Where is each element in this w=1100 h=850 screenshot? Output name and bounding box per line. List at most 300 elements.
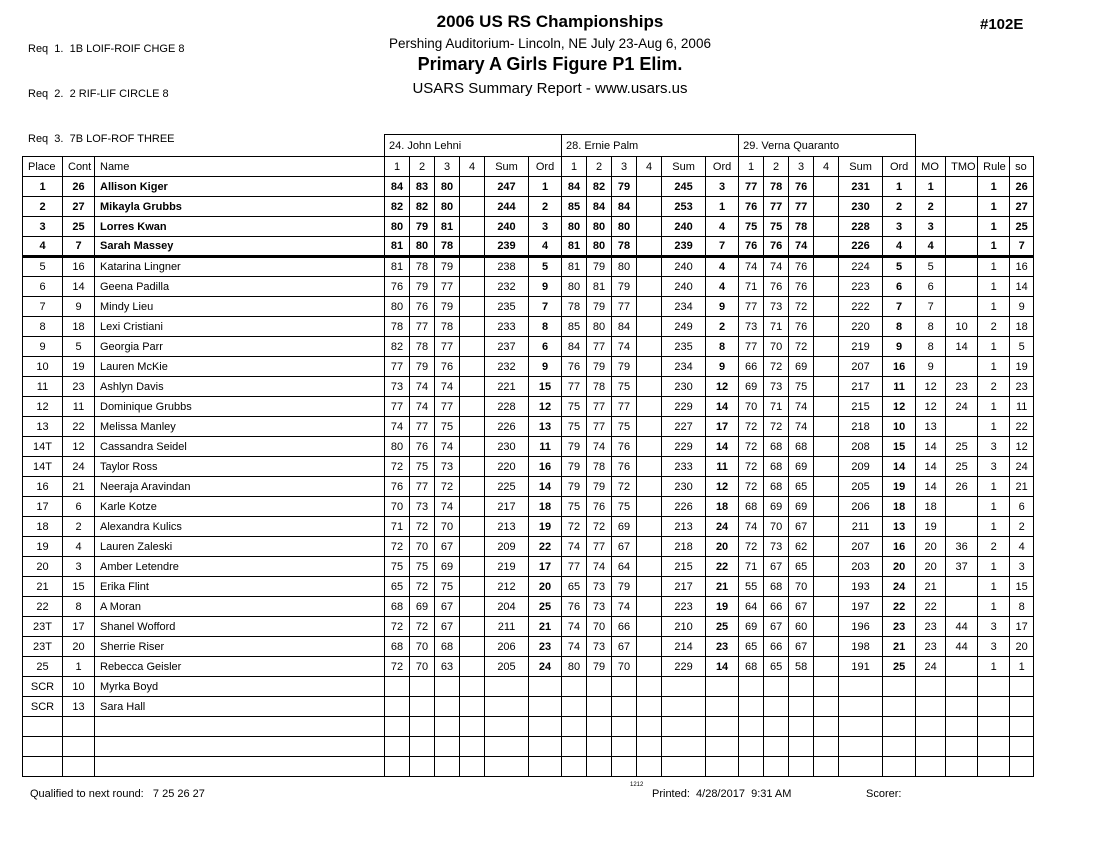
spacer-cell: [23, 135, 385, 157]
judge1-score-4: [460, 537, 485, 557]
so-cell: 1: [1010, 657, 1034, 677]
judge3-sum: 220: [839, 317, 883, 337]
judge1-score-2: [410, 757, 435, 777]
place-cell: 4: [23, 237, 63, 257]
judge1-sum: 212: [485, 577, 529, 597]
judge2-score-4: [637, 217, 662, 237]
so-cell: 26: [1010, 177, 1034, 197]
judge-3-name: 29. Verna Quaranto: [739, 135, 916, 157]
name-cell: Myrka Boyd: [95, 677, 385, 697]
judge2-score-4: [637, 457, 662, 477]
tmo-cell: [946, 677, 978, 697]
cont-cell: 23: [63, 377, 95, 397]
event-title: Primary A Girls Figure P1 Elim.: [417, 54, 683, 74]
judge2-score-1: [562, 757, 587, 777]
name-cell: Lauren Zaleski: [95, 537, 385, 557]
cont-cell: 9: [63, 297, 95, 317]
place-cell: 22: [23, 597, 63, 617]
tmo-cell: [946, 277, 978, 297]
rule-cell: 1: [978, 557, 1010, 577]
judge2-ord: 22: [706, 557, 739, 577]
table-row: [23, 297, 1034, 317]
judge2-score-1: 80: [562, 217, 587, 237]
judge1-score-2: 75: [410, 457, 435, 477]
judge1-score-3: 77: [435, 277, 460, 297]
judge3-ord: [883, 757, 916, 777]
judge3-ord: 10: [883, 417, 916, 437]
judge3-score-2: 73: [764, 377, 789, 397]
judge3-score-3: 77: [789, 197, 814, 217]
rule-cell: 2: [978, 317, 1010, 337]
judge3-score-1: 55: [739, 577, 764, 597]
judge3-score-4: [814, 177, 839, 197]
judge1-score-4: [460, 597, 485, 617]
judge1-ord: 23: [529, 637, 562, 657]
mo-cell: 14: [916, 437, 946, 457]
rule-cell: [978, 717, 1010, 737]
judge2-score-3: 76: [612, 437, 637, 457]
rule-cell: 3: [978, 437, 1010, 457]
table-row: [23, 677, 1034, 697]
judge1-sum: 219: [485, 557, 529, 577]
judge3-score-3: 72: [789, 337, 814, 357]
judge2-score-2: 72: [587, 517, 612, 537]
so-cell: 2: [1010, 517, 1034, 537]
judge1-score-4: [460, 437, 485, 457]
judge1-ord: 18: [529, 497, 562, 517]
judge1-score-4: [460, 477, 485, 497]
judge3-score-1: 76: [739, 237, 764, 257]
judge3-ord: [883, 737, 916, 757]
judge2-score-4: [637, 197, 662, 217]
judge2-ord: 1: [706, 197, 739, 217]
table-row: [23, 177, 1034, 197]
judge3-score-4: [814, 317, 839, 337]
judge1-ord: 25: [529, 597, 562, 617]
judge2-score-3: 69: [612, 517, 637, 537]
judge1-ord: [529, 737, 562, 757]
judge2-score-2: 77: [587, 397, 612, 417]
col-judge2-1: 1: [562, 157, 587, 177]
judge2-score-2: 84: [587, 197, 612, 217]
judge3-score-3: 67: [789, 597, 814, 617]
judge1-sum: 217: [485, 497, 529, 517]
judge1-score-3: 67: [435, 597, 460, 617]
judge2-score-3: [612, 757, 637, 777]
judge2-score-4: [637, 277, 662, 297]
judge3-score-1: [739, 737, 764, 757]
judge2-score-3: 64: [612, 557, 637, 577]
judge3-ord: 15: [883, 437, 916, 457]
judge3-sum: 196: [839, 617, 883, 637]
judge1-score-2: 72: [410, 577, 435, 597]
judge1-sum: [485, 697, 529, 717]
so-cell: 18: [1010, 317, 1034, 337]
col-judge2-2: 2: [587, 157, 612, 177]
judge1-score-3: 80: [435, 177, 460, 197]
so-cell: 23: [1010, 377, 1034, 397]
judge2-score-2: [587, 677, 612, 697]
judge3-sum: 193: [839, 577, 883, 597]
judge1-score-4: [460, 377, 485, 397]
judge3-ord: 20: [883, 557, 916, 577]
judge2-score-1: 75: [562, 417, 587, 437]
tmo-cell: [946, 297, 978, 317]
judge3-sum: [839, 717, 883, 737]
place-cell: 17: [23, 497, 63, 517]
name-cell: Erika Flint: [95, 577, 385, 597]
judge2-score-1: 81: [562, 257, 587, 277]
judge1-score-3: 67: [435, 617, 460, 637]
cont-cell: 6: [63, 497, 95, 517]
judge2-sum: 253: [662, 197, 706, 217]
judge1-sum: 233: [485, 317, 529, 337]
judge2-sum: 239: [662, 237, 706, 257]
judge3-score-1: 70: [739, 397, 764, 417]
judge3-score-2: 72: [764, 417, 789, 437]
judge3-score-2: 71: [764, 317, 789, 337]
judge2-ord: 14: [706, 397, 739, 417]
judge2-ord: 25: [706, 617, 739, 637]
judge2-sum: 233: [662, 457, 706, 477]
so-cell: 7: [1010, 237, 1034, 257]
judge1-sum: 244: [485, 197, 529, 217]
judge1-score-4: [460, 717, 485, 737]
rule-cell: 1: [978, 257, 1010, 277]
cont-cell: 19: [63, 357, 95, 377]
judge1-ord: 19: [529, 517, 562, 537]
so-cell: 16: [1010, 257, 1034, 277]
cont-cell: 11: [63, 397, 95, 417]
venue-line: Pershing Auditorium- Lincoln, NE July 23-Aug 6, 2006: [389, 36, 711, 51]
judge2-sum: 227: [662, 417, 706, 437]
judge2-score-2: [587, 697, 612, 717]
judge3-score-1: 68: [739, 657, 764, 677]
judge1-score-4: [460, 737, 485, 757]
judge3-sum: [839, 677, 883, 697]
judge1-ord: 6: [529, 337, 562, 357]
judge2-sum: 234: [662, 357, 706, 377]
judge3-score-3: [789, 757, 814, 777]
judge2-score-1: 75: [562, 397, 587, 417]
table-row: [23, 377, 1034, 397]
judge3-score-3: 76: [789, 257, 814, 277]
judge3-ord: [883, 677, 916, 697]
judge2-score-2: 74: [587, 557, 612, 577]
judge2-sum: 218: [662, 537, 706, 557]
tmo-cell: 24: [946, 397, 978, 417]
place-cell: 19: [23, 537, 63, 557]
tmo-cell: 44: [946, 617, 978, 637]
judge1-ord: 5: [529, 257, 562, 277]
judge1-score-3: 69: [435, 557, 460, 577]
judge3-ord: 22: [883, 597, 916, 617]
judge3-sum: 191: [839, 657, 883, 677]
judge3-score-4: [814, 597, 839, 617]
judge2-sum: 217: [662, 577, 706, 597]
judge2-score-2: 77: [587, 537, 612, 557]
col-place: Place: [23, 157, 63, 177]
name-cell: Rebecca Geisler: [95, 657, 385, 677]
judge3-score-2: 68: [764, 477, 789, 497]
judge3-ord: 16: [883, 357, 916, 377]
rule-cell: 1: [978, 417, 1010, 437]
judge3-sum: 224: [839, 257, 883, 277]
mo-cell: 23: [916, 637, 946, 657]
judge1-ord: [529, 677, 562, 697]
judge1-score-3: 72: [435, 477, 460, 497]
judge2-score-1: 74: [562, 537, 587, 557]
judge3-score-1: 68: [739, 497, 764, 517]
cont-cell: 13: [63, 697, 95, 717]
judge2-ord: 4: [706, 257, 739, 277]
place-cell: 9: [23, 337, 63, 357]
col-judge2-sum: Sum: [662, 157, 706, 177]
req-line-1: Req 1. 1B LOIF-ROIF CHGE 8: [28, 43, 185, 55]
mo-cell: [916, 717, 946, 737]
judge2-score-2: 78: [587, 457, 612, 477]
judge1-score-2: 77: [410, 317, 435, 337]
judge2-sum: [662, 737, 706, 757]
tmo-cell: 10: [946, 317, 978, 337]
so-cell: 14: [1010, 277, 1034, 297]
name-cell: Katarina Lingner: [95, 257, 385, 277]
judge1-score-4: [460, 637, 485, 657]
judge2-score-2: 80: [587, 237, 612, 257]
judge2-sum: 229: [662, 657, 706, 677]
judge3-score-2: 73: [764, 297, 789, 317]
tmo-cell: [946, 717, 978, 737]
name-cell: Sarah Massey: [95, 237, 385, 257]
judge1-score-4: [460, 277, 485, 297]
judge-2-name: 28. Ernie Palm: [562, 135, 739, 157]
name-cell: A Moran: [95, 597, 385, 617]
mo-cell: 9: [916, 357, 946, 377]
so-cell: 11: [1010, 397, 1034, 417]
judge1-ord: 14: [529, 477, 562, 497]
col-cont: Cont: [63, 157, 95, 177]
judge3-ord: 3: [883, 217, 916, 237]
so-cell: 5: [1010, 337, 1034, 357]
tmo-cell: 25: [946, 457, 978, 477]
judge2-sum: 210: [662, 617, 706, 637]
table-row: [23, 217, 1034, 237]
judge1-score-2: 74: [410, 397, 435, 417]
judge2-score-2: [587, 717, 612, 737]
judge2-score-2: [587, 737, 612, 757]
judge2-score-1: 84: [562, 337, 587, 357]
tmo-cell: [946, 197, 978, 217]
judge3-sum: 205: [839, 477, 883, 497]
judge2-score-3: 78: [612, 237, 637, 257]
so-cell: 3: [1010, 557, 1034, 577]
name-cell: Karle Kotze: [95, 497, 385, 517]
judge2-ord: 2: [706, 317, 739, 337]
judge2-sum: 249: [662, 317, 706, 337]
judge1-score-1: 71: [385, 517, 410, 537]
rule-cell: [978, 697, 1010, 717]
judge1-score-3: [435, 737, 460, 757]
judge3-ord: [883, 697, 916, 717]
judge2-score-3: 75: [612, 417, 637, 437]
judge3-score-1: 69: [739, 377, 764, 397]
judge1-score-2: 70: [410, 657, 435, 677]
judge2-ord: 8: [706, 337, 739, 357]
judge3-ord: 4: [883, 237, 916, 257]
judge2-sum: 223: [662, 597, 706, 617]
judge2-score-3: 80: [612, 217, 637, 237]
judge3-sum: 226: [839, 237, 883, 257]
judge1-score-4: [460, 417, 485, 437]
col-judge1-2: 2: [410, 157, 435, 177]
judge2-score-4: [637, 237, 662, 257]
place-cell: 21: [23, 577, 63, 597]
judge2-score-2: 80: [587, 317, 612, 337]
judge1-score-3: 73: [435, 457, 460, 477]
name-cell: Mikayla Grubbs: [95, 197, 385, 217]
judge3-sum: 222: [839, 297, 883, 317]
judge1-score-3: [435, 757, 460, 777]
judge2-score-3: 80: [612, 257, 637, 277]
judge1-score-2: 74: [410, 377, 435, 397]
judge1-score-3: 78: [435, 317, 460, 337]
judge3-sum: 223: [839, 277, 883, 297]
judge2-ord: 9: [706, 297, 739, 317]
judge1-sum: 228: [485, 397, 529, 417]
judge2-score-3: 77: [612, 397, 637, 417]
judge1-sum: 213: [485, 517, 529, 537]
judge1-score-1: [385, 717, 410, 737]
judge3-score-4: [814, 697, 839, 717]
col-judge3-4: 4: [814, 157, 839, 177]
mo-cell: 14: [916, 457, 946, 477]
judge3-score-4: [814, 737, 839, 757]
judge1-ord: 22: [529, 537, 562, 557]
table-row: [23, 517, 1034, 537]
rule-cell: 1: [978, 197, 1010, 217]
cont-cell: [63, 757, 95, 777]
judge2-score-1: 84: [562, 177, 587, 197]
rule-cell: 1: [978, 217, 1010, 237]
judge2-score-4: [637, 397, 662, 417]
place-cell: 10: [23, 357, 63, 377]
mo-cell: 8: [916, 337, 946, 357]
judge1-score-3: 74: [435, 497, 460, 517]
mo-cell: 20: [916, 537, 946, 557]
name-cell: Alexandra Kulics: [95, 517, 385, 537]
judge1-sum: 226: [485, 417, 529, 437]
judge1-sum: 220: [485, 457, 529, 477]
so-cell: [1010, 697, 1034, 717]
judge2-ord: [706, 757, 739, 777]
judge3-score-2: 78: [764, 177, 789, 197]
mo-cell: 12: [916, 377, 946, 397]
so-cell: 24: [1010, 457, 1034, 477]
judge2-score-3: 84: [612, 197, 637, 217]
judge3-score-3: 74: [789, 237, 814, 257]
judge3-ord: 24: [883, 577, 916, 597]
cont-cell: 3: [63, 557, 95, 577]
judge3-score-4: [814, 657, 839, 677]
judge1-score-1: 72: [385, 657, 410, 677]
rule-cell: 1: [978, 297, 1010, 317]
table-row: [23, 557, 1034, 577]
so-cell: 4: [1010, 537, 1034, 557]
name-cell: Mindy Lieu: [95, 297, 385, 317]
judge2-ord: 4: [706, 217, 739, 237]
judge2-score-4: [637, 637, 662, 657]
judge3-score-3: 67: [789, 637, 814, 657]
judge3-sum: 217: [839, 377, 883, 397]
table-row: [23, 737, 1034, 757]
judge3-score-1: 66: [739, 357, 764, 377]
judge3-score-2: [764, 697, 789, 717]
judge2-score-2: 79: [587, 257, 612, 277]
judge2-score-4: [637, 317, 662, 337]
judge3-ord: 6: [883, 277, 916, 297]
judge2-ord: 19: [706, 597, 739, 617]
judge3-score-3: 68: [789, 437, 814, 457]
judge3-sum: 198: [839, 637, 883, 657]
judge2-score-4: [637, 517, 662, 537]
judge3-score-4: [814, 277, 839, 297]
rule-cell: 1: [978, 277, 1010, 297]
judge2-ord: 14: [706, 437, 739, 457]
judge2-score-3: 75: [612, 497, 637, 517]
judge1-sum: 240: [485, 217, 529, 237]
judge1-ord: 8: [529, 317, 562, 337]
judge1-score-1: 73: [385, 377, 410, 397]
rule-cell: 1: [978, 517, 1010, 537]
judge1-score-1: 75: [385, 557, 410, 577]
judge3-score-3: 58: [789, 657, 814, 677]
judge3-score-4: [814, 677, 839, 697]
so-cell: [1010, 717, 1034, 737]
judge3-score-3: [789, 717, 814, 737]
judge2-sum: 226: [662, 497, 706, 517]
judge3-score-4: [814, 457, 839, 477]
place-cell: SCR: [23, 677, 63, 697]
judge3-sum: 208: [839, 437, 883, 457]
judge2-score-1: [562, 677, 587, 697]
judge3-score-1: 72: [739, 457, 764, 477]
place-cell: [23, 757, 63, 777]
judge3-ord: 9: [883, 337, 916, 357]
judge1-score-3: 79: [435, 257, 460, 277]
name-cell: Amber Letendre: [95, 557, 385, 577]
judge2-score-4: [637, 357, 662, 377]
judge2-ord: 4: [706, 277, 739, 297]
col-judge1-4: 4: [460, 157, 485, 177]
judge3-score-4: [814, 497, 839, 517]
rule-cell: 3: [978, 457, 1010, 477]
name-cell: [95, 757, 385, 777]
judge1-score-2: 80: [410, 237, 435, 257]
judge1-score-4: [460, 657, 485, 677]
judge3-ord: 16: [883, 537, 916, 557]
judge3-score-1: 77: [739, 337, 764, 357]
judge3-score-2: 67: [764, 557, 789, 577]
judge1-score-3: 67: [435, 537, 460, 557]
rule-cell: 1: [978, 357, 1010, 377]
judge2-score-3: [612, 717, 637, 737]
place-cell: 3: [23, 217, 63, 237]
judge3-score-2: 69: [764, 497, 789, 517]
judge1-score-2: [410, 737, 435, 757]
judge2-sum: 229: [662, 397, 706, 417]
so-cell: 27: [1010, 197, 1034, 217]
judge2-score-3: [612, 737, 637, 757]
